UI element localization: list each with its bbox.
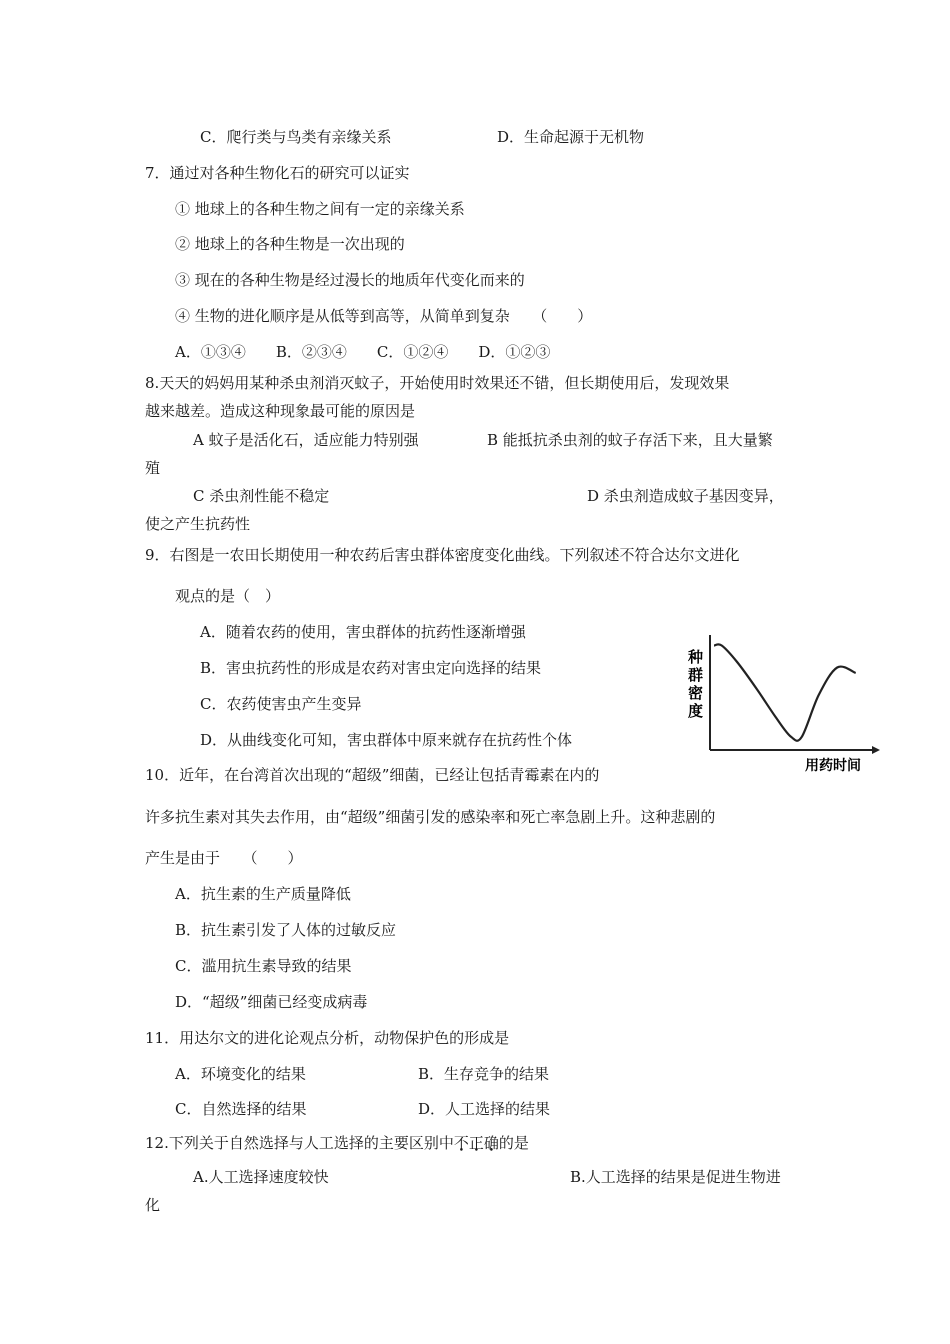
- question-12: [145, 1133, 529, 1153]
- q12-emphasis-char-2: 正: [468, 1134, 484, 1152]
- q7-item-3: ③ 现在的各种生物是经过漫长的地质年代变化而来的: [175, 271, 525, 289]
- question-8-line-2: 越来越差。造成这种现象最可能的原因是: [145, 402, 416, 420]
- question-10-line-1: 10．近年，在台湾首次出现的“超级”细菌，已经让包括青霉素在内的: [145, 766, 600, 784]
- population-density-chart: [680, 630, 880, 775]
- question-9-line-1: 9．右图是一农田长期使用一种农药后害虫群体密度变化曲线。下列叙述不符合达尔文进化: [145, 546, 740, 564]
- q12-emphasis-char-1: 不: [453, 1134, 469, 1152]
- y-label-char-4: 度: [688, 702, 704, 720]
- q9-option-a: A．随着农药的使用，害虫群体的抗药性逐渐增强: [200, 623, 526, 641]
- q11-option-d: D．人工选择的结果: [418, 1100, 551, 1118]
- x-axis-arrow: [872, 746, 880, 754]
- q12-emphasis-char-3: 确: [483, 1134, 499, 1152]
- q12-option-b: B.人工选择的结果是促进生物进: [570, 1168, 781, 1186]
- q11-option-c: C．自然选择的结果: [175, 1100, 307, 1118]
- x-axis-label: 用药时间: [805, 758, 861, 774]
- q10-option-d: D．“超级”细菌已经变成病毒: [175, 993, 368, 1011]
- question-8-line-1: 8.天天的妈妈用某种杀虫剂消灭蚊子，开始使用时效果还不错，但长期使用后，发现效果: [145, 374, 730, 392]
- q12-option-b-cont: 化: [145, 1196, 161, 1214]
- q8-option-d-cont: 使之产生抗药性: [145, 515, 251, 533]
- question-10-line-2: 许多抗生素对其失去作用，由“超级”细菌引发的感染率和死亡率急剧上升。这种悲剧的: [145, 808, 716, 826]
- q9-option-d: D．从曲线变化可知，害虫群体中原来就存在抗药性个体: [200, 731, 573, 749]
- q6-option-c: C．爬行类与鸟类有亲缘关系: [200, 128, 392, 146]
- q7-item-1: ① 地球上的各种生物之间有一定的亲缘关系: [175, 200, 465, 218]
- q6-option-d: D．生命起源于无机物: [497, 128, 645, 146]
- q10-option-a: A．抗生素的生产质量降低: [175, 885, 351, 903]
- q8-option-b: B 能抵抗杀虫剂的蚊子存活下来，且大量繁: [487, 431, 773, 449]
- y-label-char-1: 种: [688, 648, 704, 666]
- q11-option-b: B．生存竞争的结果: [418, 1065, 550, 1083]
- q7-item-4: ④ 生物的进化顺序是从低等到高等，从简单到复杂 （ ）: [175, 307, 593, 325]
- q7-options: A．①③④ B．②③④ C．①②④ D．①②③: [175, 343, 551, 361]
- q10-option-c: C．滥用抗生素导致的结果: [175, 957, 352, 975]
- q7-item-2: ② 地球上的各种生物是一次出现的: [175, 235, 405, 253]
- question-7: 7．通过对各种生物化石的研究可以证实: [145, 164, 410, 182]
- question-11: 11．用达尔文的进化论观点分析，动物保护色的形成是: [145, 1029, 510, 1047]
- q12-text-after: 的是: [498, 1134, 529, 1152]
- question-9-line-2: 观点的是（ ）: [175, 587, 281, 605]
- q9-option-b: B．害虫抗药性的形成是农药对害虫定向选择的结果: [200, 659, 542, 677]
- y-label-char-3: 密: [688, 684, 704, 702]
- q11-option-a: A．环境变化的结果: [175, 1065, 306, 1083]
- q12-option-a: A.人工选择速度较快: [193, 1168, 329, 1186]
- q8-option-a: A 蚊子是活化石，适应能力特别强: [193, 431, 419, 449]
- y-label-char-2: 群: [688, 666, 704, 684]
- q10-option-b: B．抗生素引发了人体的过敏反应: [175, 921, 397, 939]
- q8-option-d: D 杀虫剂造成蚊子基因变异，: [587, 487, 784, 505]
- question-10-line-3: 产生是由于 （ ）: [145, 849, 303, 867]
- density-curve: [714, 644, 856, 740]
- q8-option-c: C 杀虫剂性能不稳定: [193, 487, 330, 505]
- q12-text-before: 12.下列关于自然选择与人工选择的主要区别中: [145, 1134, 454, 1152]
- q9-option-c: C．农药使害虫产生变异: [200, 695, 362, 713]
- q8-option-b-cont: 殖: [145, 459, 161, 477]
